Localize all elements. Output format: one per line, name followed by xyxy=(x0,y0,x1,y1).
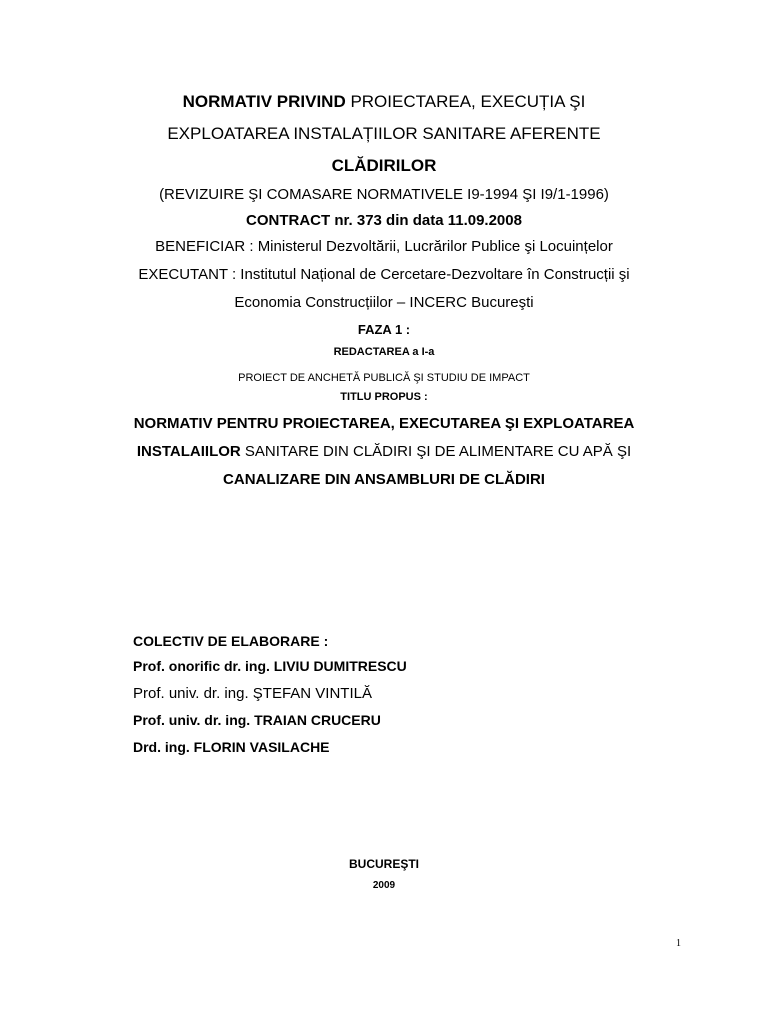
colectiv-member: Prof. onorific dr. ing. LIVIU DUMITRESCU xyxy=(133,658,407,674)
proposed-title-line-2 xyxy=(0,443,768,460)
proposed-title-line-2-rest: SANITARE DIN CLĂDIRI ŞI DE ALIMENTARE CU APĂ ŞI xyxy=(240,443,632,460)
footer-year: 2009 xyxy=(372,880,396,891)
title-line-2: EXPLOATAREA INSTALAȚIILOR SANITARE AFERENTE xyxy=(167,124,601,143)
colectiv-member: Prof. univ. dr. ing. TRAIAN CRUCERU xyxy=(133,712,381,728)
footer-city: BUCUREŞTI xyxy=(348,857,419,871)
proposed-title-label: TITLU PROPUS : xyxy=(340,391,428,403)
executant-line-2: Economia Construcțiilor – INCERC Bucureşti xyxy=(234,294,534,311)
project-type: PROIECT DE ANCHETĂ PUBLICĂ ŞI STUDIU DE IMPACT xyxy=(238,372,530,384)
title-line-1 xyxy=(0,92,768,112)
colectiv-member: Drd. ing. FLORIN VASILACHE xyxy=(133,739,330,755)
redactarea-label: REDACTAREA a I-a xyxy=(333,346,435,358)
title-line-1-bold: NORMATIV PRIVIND xyxy=(182,92,346,111)
proposed-title-line-2-bold: INSTALAIILOR xyxy=(136,443,241,460)
title-line-3: CLĂDIRILOR xyxy=(331,156,437,175)
beneficiar-line: BENEFICIAR : Ministerul Dezvoltării, Lucrărilor Publice şi Locuințelor xyxy=(155,238,613,255)
revision-note: (REVIZUIRE ŞI COMASARE NORMATIVELE I9-1994 ŞI I9/1-1996) xyxy=(159,186,609,203)
colectiv-heading: COLECTIV DE ELABORARE : xyxy=(133,633,329,649)
colectiv-member: Prof. univ. dr. ing. ŞTEFAN VINTILĂ xyxy=(133,685,372,702)
proposed-title-line-3: CANALIZARE DIN ANSAMBLURI DE CLĂDIRI xyxy=(223,471,545,488)
title-line-1-rest: PROIECTAREA, EXECUȚIA ŞI xyxy=(345,92,586,111)
contract-line: CONTRACT nr. 373 din data 11.09.2008 xyxy=(246,212,522,229)
phase-label: FAZA 1 : xyxy=(357,322,411,337)
executant-line-1: EXECUTANT : Institutul Național de Cercetare-Dezvoltare în Construcții şi xyxy=(138,266,630,283)
page-number: 1 xyxy=(676,938,681,949)
proposed-title-line-1: NORMATIV PENTRU PROIECTAREA, EXECUTAREA ŞI EXPLOATAREA xyxy=(133,415,635,432)
